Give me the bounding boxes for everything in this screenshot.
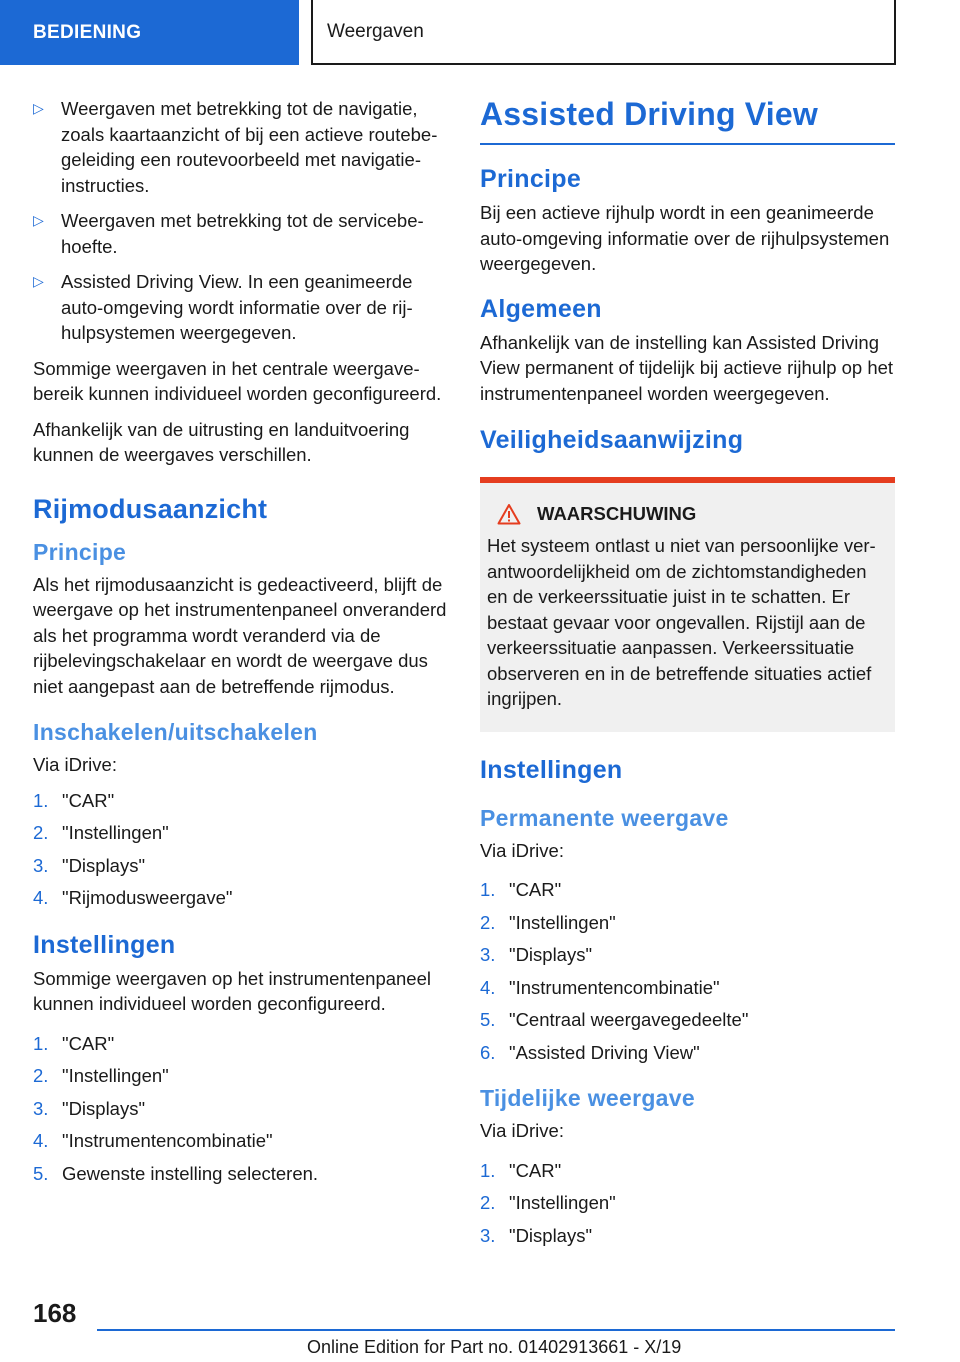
list-item: 1. "CAR" <box>33 789 115 811</box>
warning-triangle-icon <box>497 503 521 525</box>
triangle-bullet-icon: ▷ <box>33 273 44 289</box>
subsection-heading: Principe <box>480 165 582 193</box>
list-item: 3. "Displays" <box>480 944 593 965</box>
steps-list <box>33 788 448 911</box>
page-number: 168 <box>33 1298 77 1328</box>
list-item: ▷ Weergaven met betrekking tot de navigatie, zoals kaartaanzicht of bij een actieve routebegeleiding een routevoorbeeld met navigatieinstructies. <box>33 98 438 196</box>
left-column <box>33 96 448 1206</box>
list-item: 2. "Instellingen" <box>480 1192 616 1213</box>
footer-divider <box>97 1329 895 1331</box>
list-item: 4. "Instrumentencombinatie" <box>33 1130 273 1151</box>
list-item: 1. "CAR" <box>480 879 562 900</box>
list-item: 3. "Displays" <box>33 854 146 876</box>
subsection-heading: Permanente weergave <box>480 804 729 831</box>
list-item: ▷ Weergaven met betrekking tot de servicebehoefte. <box>33 210 424 257</box>
list-item: 2. "Instellingen" <box>480 911 616 933</box>
chapter-tab <box>0 0 299 65</box>
triangle-bullet-icon: ▷ <box>33 100 44 116</box>
list-item: 4. "Instrumentencombinatie" <box>480 976 720 998</box>
section-heading: Instellingen <box>33 930 176 959</box>
paragraph: Bij een actieve rijhulp wordt in een geanimeerde auto-omgeving informatie over de rijhulpsystemen weergegeven. <box>480 202 890 274</box>
list-item: 5. Gewenste instelling selecteren. <box>33 1162 319 1184</box>
steps-list <box>480 1158 895 1249</box>
list-item: 2. "Instellingen" <box>33 822 169 843</box>
list-item: 1. "CAR" <box>480 1159 562 1181</box>
section-heading: Instellingen <box>480 755 623 784</box>
list-item: 5. "Centraal weergavegedeelte" <box>480 1009 749 1030</box>
subsection-heading: Algemeen <box>480 294 602 323</box>
warning-box <box>480 477 895 732</box>
paragraph: Als het rijmodusaanzicht is gedeactiveerd, blijft de weergave op het instrumentenpaneel onveranderd als het programma wordt veranderd via de rijbelevingschakelaar en wordt de weergave dus niet aangepast aan de betreffende rijmodus. <box>33 573 447 697</box>
subsection-heading: Principe <box>33 538 127 565</box>
section-heading: Veiligheidsaanwijzing <box>480 426 744 454</box>
paragraph: Afhankelijk van de uitrusting en landuitvoering kunnen de weergaves verschillen. <box>33 418 410 465</box>
section-header <box>311 0 896 65</box>
chapter-tab-label: BEDIENING <box>33 21 142 43</box>
warning-label: WAARSCHUWING <box>537 503 697 524</box>
subsection-heading: Tijdelijke weergave <box>480 1085 695 1111</box>
list-item: 3. "Displays" <box>480 1224 593 1246</box>
list-item: 4. "Rijmodusweergave" <box>33 887 233 908</box>
paragraph: Afhankelijk van de instelling kan Assisted Driving View permanent of tijdelijk bij actieve rijhulp op het instrumentenpaneel worden weergegeven. <box>480 331 894 404</box>
paragraph: Via iDrive: <box>480 1120 564 1141</box>
paragraph: Sommige weergaven op het instrumentenpaneel kunnen individueel worden geconfigureerd. <box>33 967 431 1014</box>
steps-list <box>33 1031 448 1187</box>
section-header-label: Weergaven <box>327 20 424 42</box>
subsection-heading: Inschakelen/uitschakelen <box>33 719 318 745</box>
right-column <box>480 96 895 1268</box>
paragraph: Sommige weergaven in het centrale weergavebereik kunnen individueel worden geconfigureerd. <box>33 357 442 404</box>
list-item: 1. "CAR" <box>33 1032 115 1054</box>
display-types-list <box>33 96 448 346</box>
triangle-bullet-icon: ▷ <box>33 212 44 228</box>
paragraph: Via iDrive: <box>480 839 564 861</box>
footer-edition-text: Online Edition for Part no. 01402913661 - X/19 <box>307 1337 682 1357</box>
list-item: 3. "Displays" <box>33 1097 146 1119</box>
list-item: 6. "Assisted Driving View" <box>480 1041 700 1063</box>
paragraph: Via iDrive: <box>33 754 117 775</box>
warning-title <box>497 503 887 525</box>
steps-list <box>480 877 895 1065</box>
list-item: ▷ Assisted Driving View. In een geanimeerde auto-omgeving wordt informatie over de rijhulpsystemen weergegeven. <box>33 271 413 343</box>
list-item: 2. "Instellingen" <box>33 1065 169 1086</box>
page-title: Assisted Driving View <box>480 96 895 145</box>
warning-text: Het systeem ontlast u niet van persoonlijke verantwoordelijkheid om de zichtomstandigheden en de verkeerssituatie juist in te schatten. Er bestaat gevaar voor ongevallen. Rijstijl aan de verkeerssituatie aanpassen. Verkeerssituatie observeren en in de betreffende situaties actief ingrijpen. <box>487 535 876 709</box>
section-heading: Rijmodusaanzicht <box>33 493 268 524</box>
